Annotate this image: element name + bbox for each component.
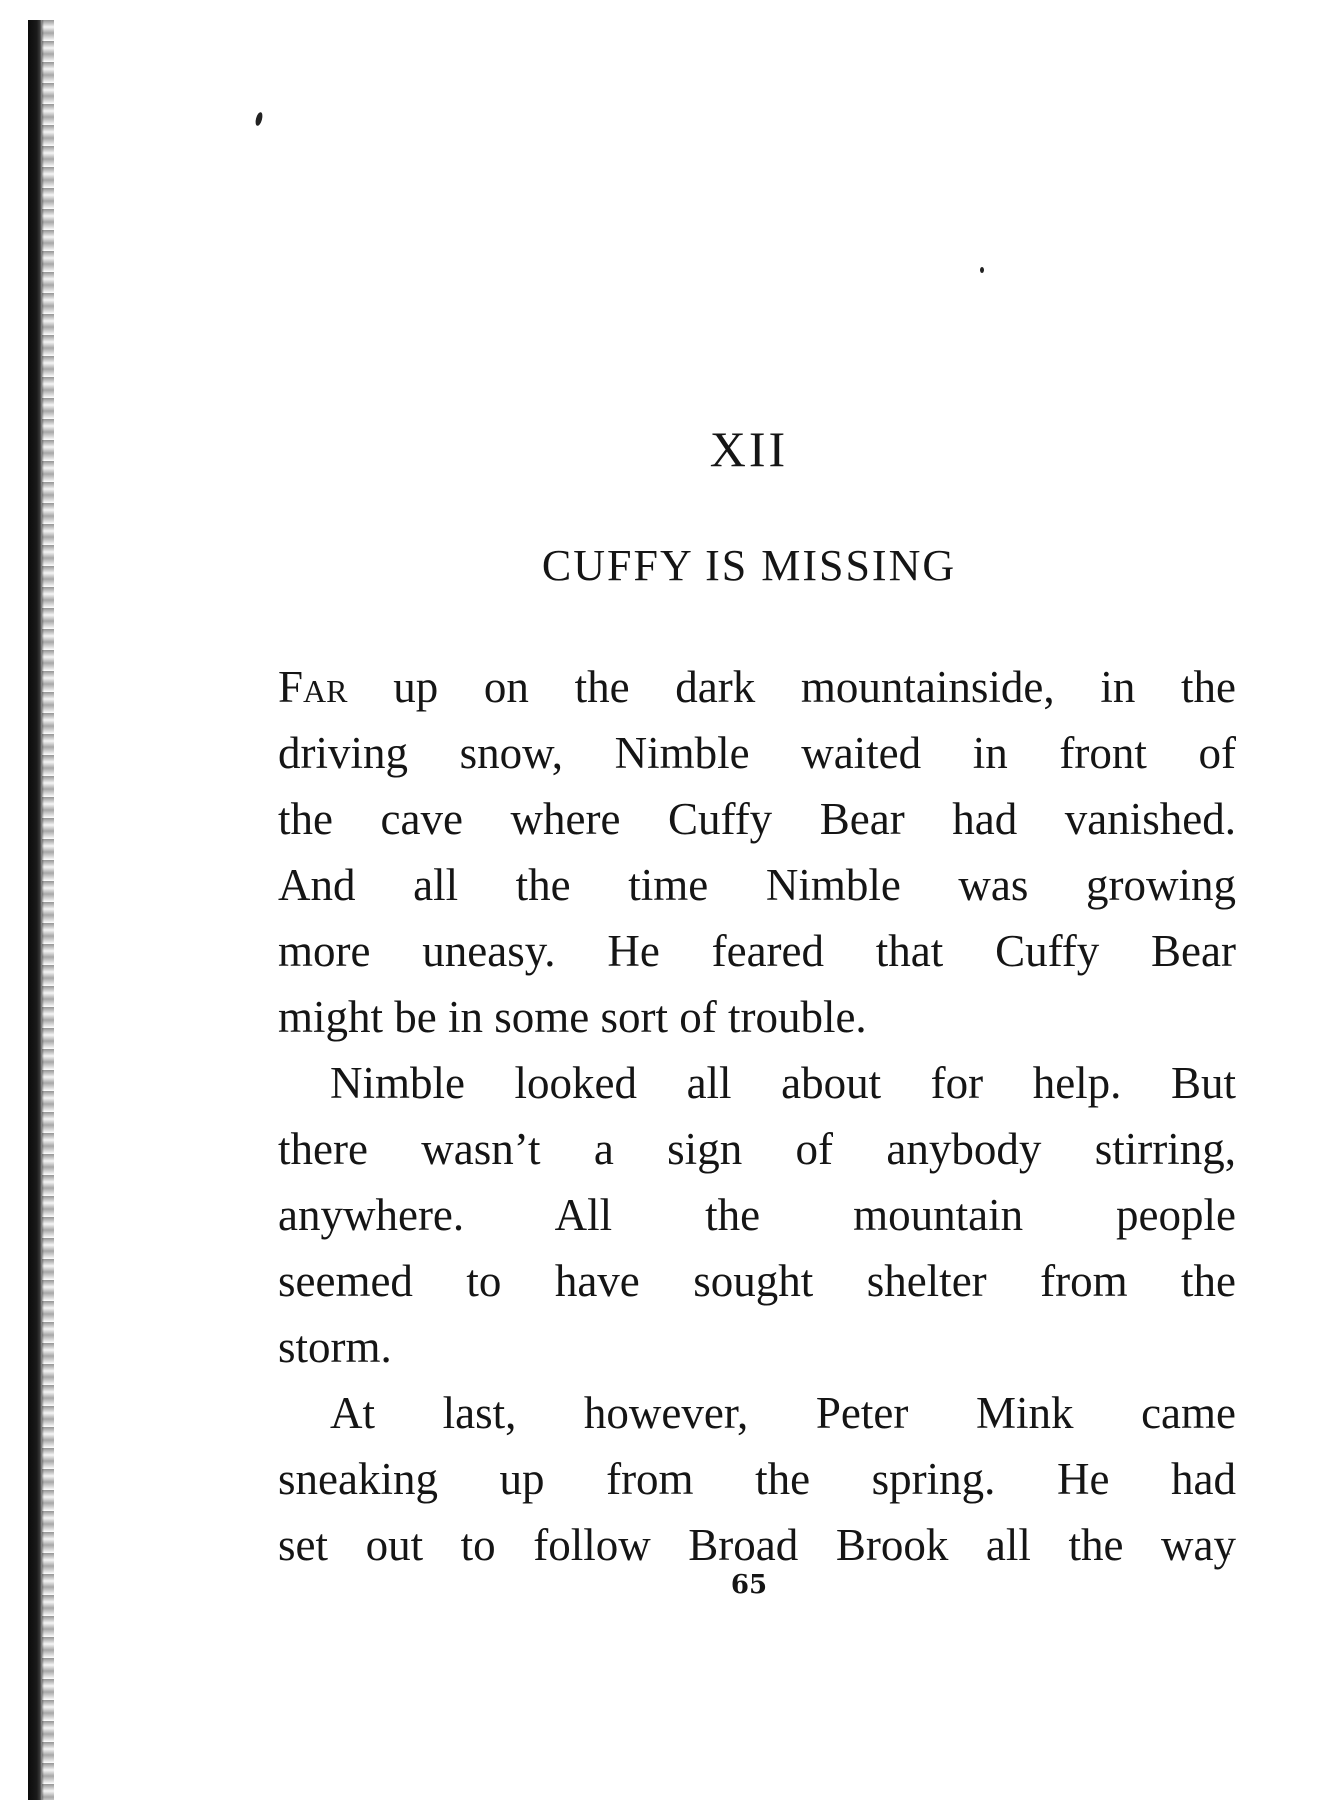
text-line: there wasn’t a sign of anybody stirring, (278, 1124, 1236, 1174)
text-line: the cave where Cuffy Bear had vanished. (278, 794, 1236, 844)
text-line: storm. (278, 1322, 392, 1372)
paragraph-1 (278, 654, 1236, 1050)
text-line: seemed to have sought shelter from the (278, 1256, 1236, 1306)
text-line: more uneasy. He feared that Cuffy Bear (278, 926, 1236, 976)
paragraph-2 (278, 1050, 1236, 1380)
chapter-number: XII (709, 421, 789, 477)
text-line: And all the time Nimble was growing (278, 860, 1236, 910)
page-number: 65 (730, 1570, 768, 1600)
lead-word: Far (278, 662, 348, 712)
text-line (278, 654, 1236, 720)
text-line: anywhere. All the mountain people (278, 1190, 1236, 1240)
text-line: might be in some sort of trouble. (278, 992, 867, 1042)
text-line: sneaking up from the spring. He had (278, 1454, 1236, 1504)
text-line-content: up on the dark mountainside, in the (393, 662, 1236, 712)
binding-edge (28, 20, 44, 1800)
text-line: Nimble looked all about for help. But (330, 1058, 1236, 1108)
body-text (278, 654, 1236, 1578)
text-line: set out to follow Broad Brook all the way (278, 1520, 1236, 1570)
paragraph-3 (278, 1380, 1236, 1578)
ink-speck (254, 111, 263, 126)
chapter-title: CUFFY IS MISSING (541, 541, 957, 590)
ink-speck (980, 267, 984, 273)
text-line: driving snow, Nimble waited in front of (278, 728, 1236, 778)
text-line: At last, however, Peter Mink came (330, 1388, 1236, 1438)
